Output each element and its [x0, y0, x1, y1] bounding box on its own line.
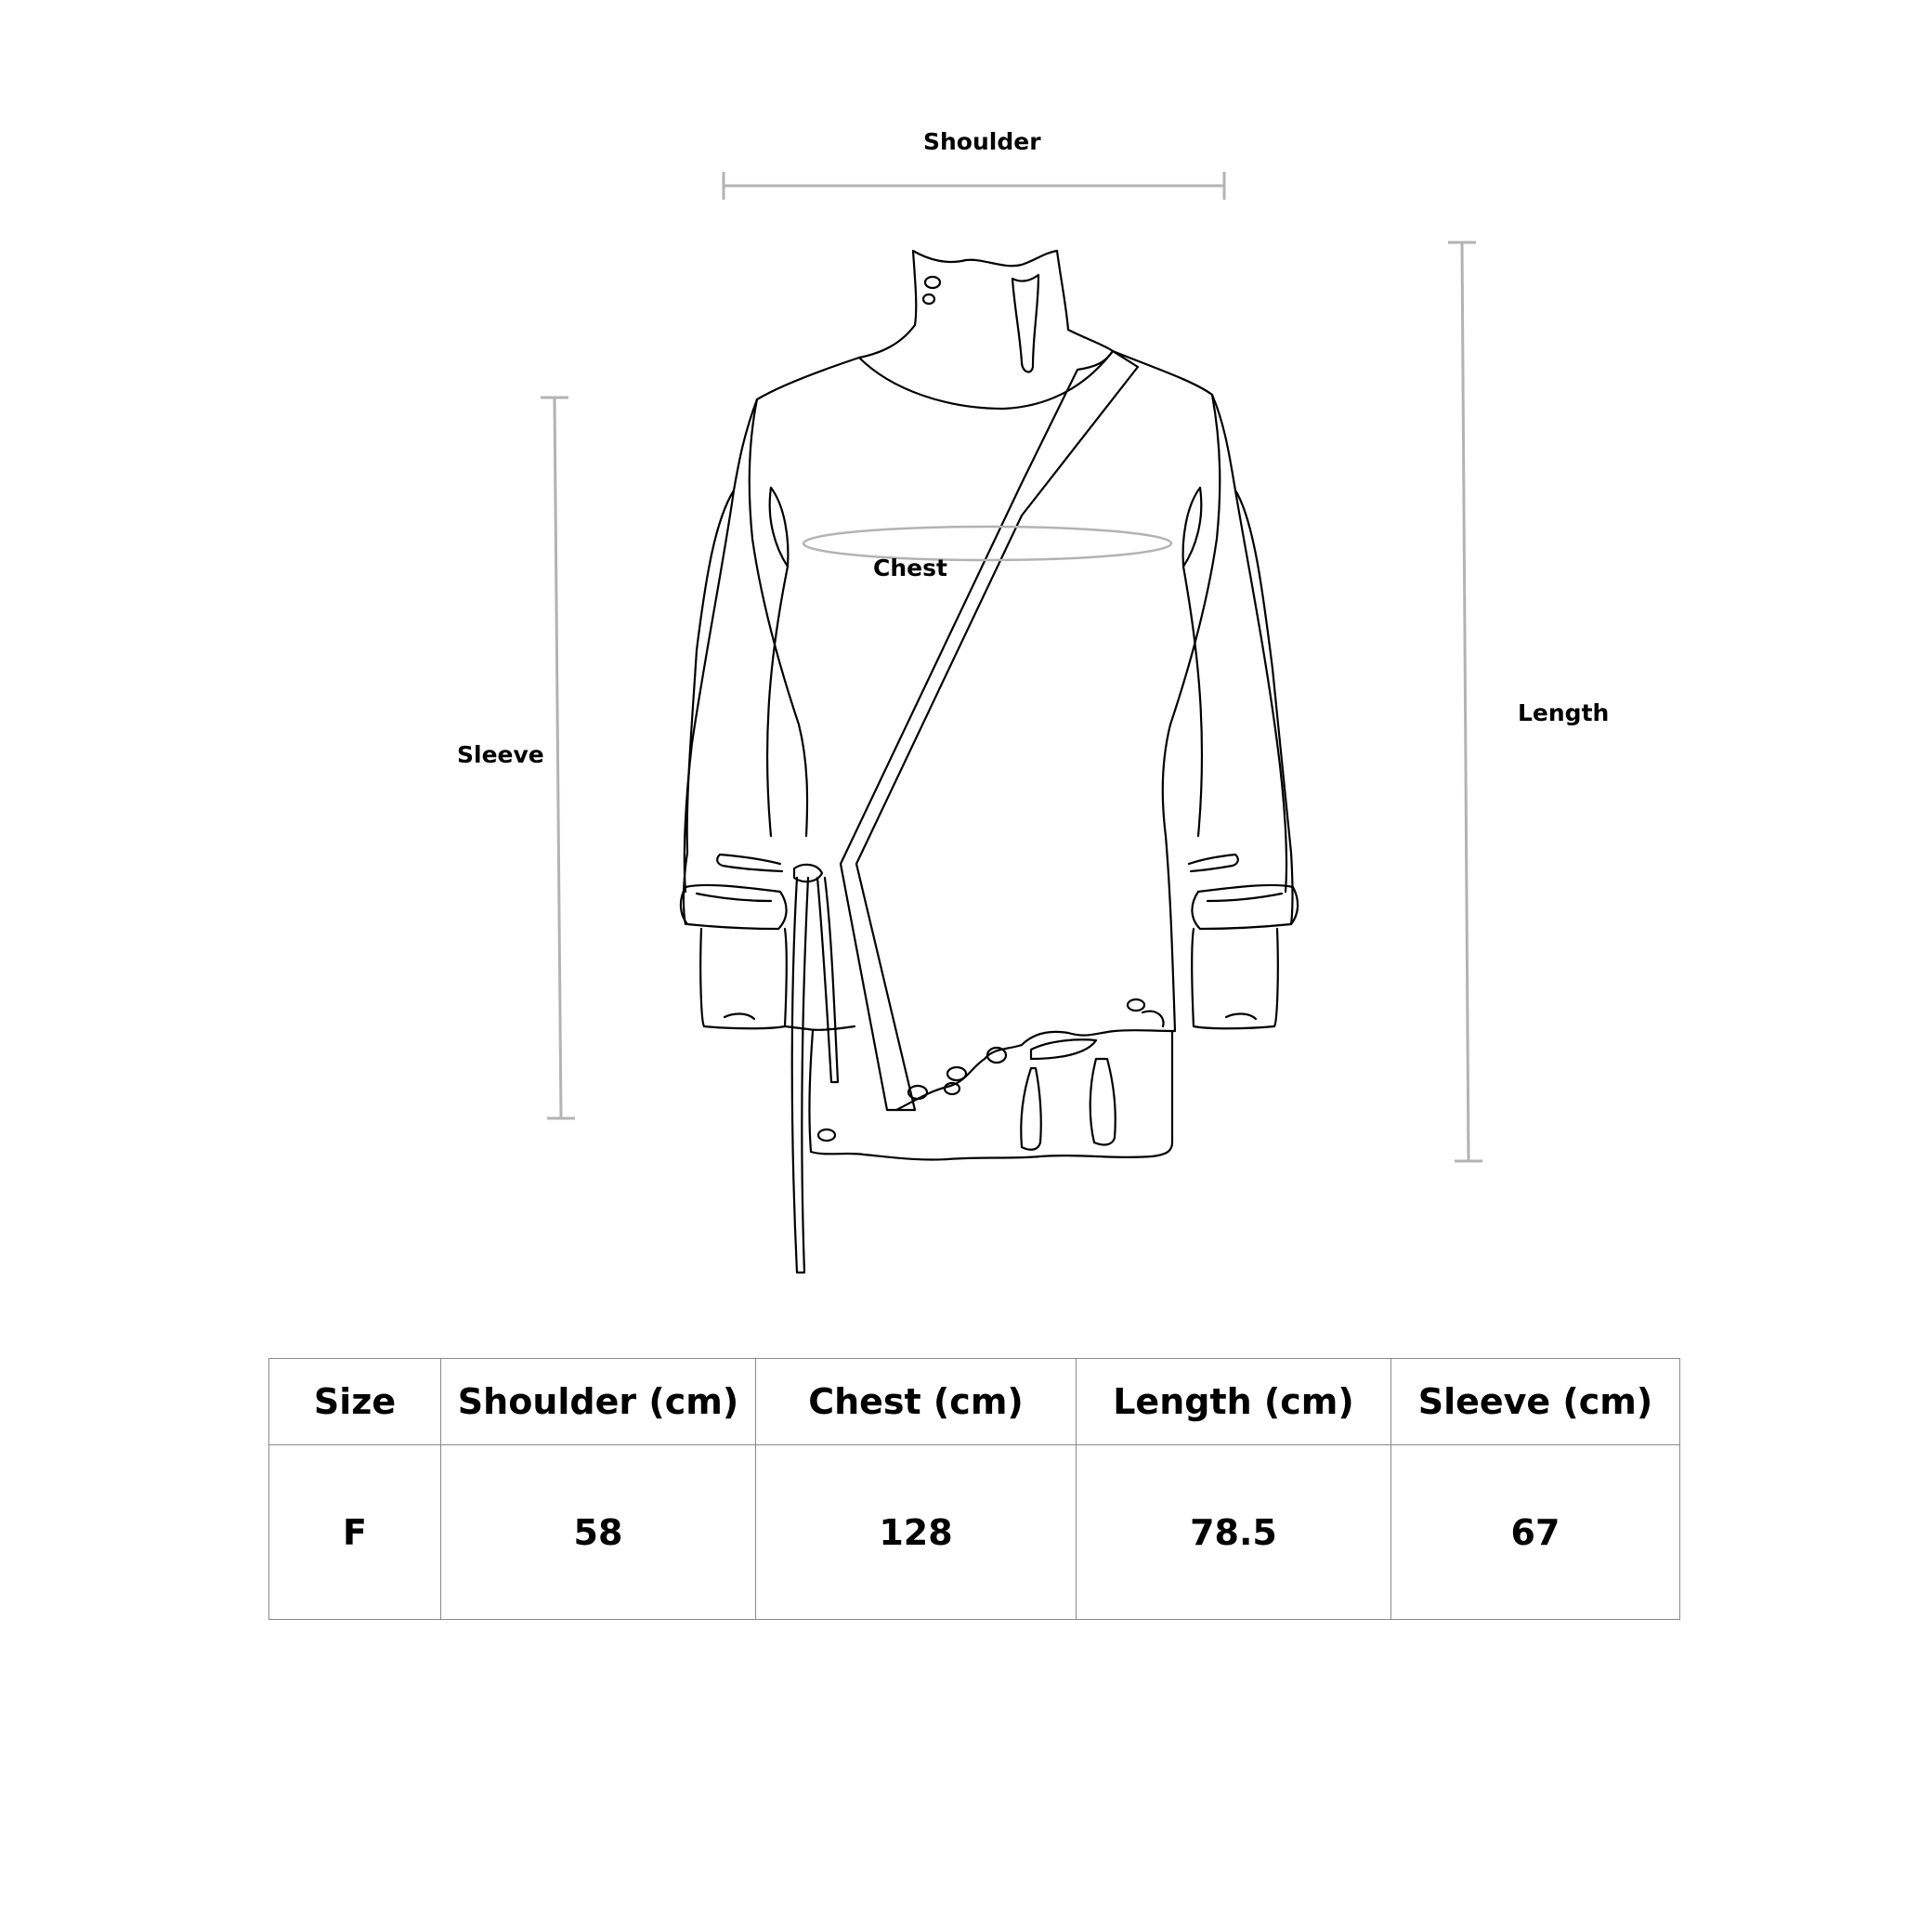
tie-ribbon	[792, 878, 808, 1273]
left-sleeve	[685, 490, 788, 892]
header-shoulder: Shoulder (cm)	[441, 1359, 756, 1445]
table-row	[269, 1445, 1680, 1620]
body-outline-right	[1113, 351, 1293, 924]
header-length: Length (cm)	[1077, 1359, 1391, 1445]
length-label: Length	[1518, 699, 1610, 726]
chest-label: Chest	[873, 555, 947, 581]
sleeve-label: Sleeve	[457, 741, 544, 768]
cell-sleeve: 67	[1391, 1445, 1680, 1620]
cell-size: F	[269, 1445, 441, 1620]
body-outline	[684, 358, 859, 924]
cell-chest: 128	[756, 1445, 1077, 1620]
diagonal-strap	[841, 351, 1138, 1110]
shoulder-label: Shoulder	[923, 128, 1041, 155]
size-chart-table	[268, 1358, 1680, 1620]
neckline	[859, 351, 1113, 409]
collar-outline	[859, 251, 1113, 358]
cell-length: 78.5	[1077, 1445, 1391, 1620]
sleeve-measure-line	[541, 398, 575, 1118]
right-sleeve	[1183, 490, 1286, 892]
right-cuff	[1192, 885, 1298, 1028]
shoulder-measure-line	[724, 172, 1224, 200]
header-chest: Chest (cm)	[756, 1359, 1077, 1445]
length-measure-line	[1448, 242, 1482, 1161]
header-sleeve: Sleeve (cm)	[1391, 1359, 1680, 1445]
collar-fold	[1012, 275, 1038, 372]
cell-shoulder: 58	[441, 1445, 756, 1620]
table-header-row	[269, 1359, 1680, 1445]
header-size: Size	[269, 1359, 441, 1445]
left-cuff	[681, 885, 787, 1028]
